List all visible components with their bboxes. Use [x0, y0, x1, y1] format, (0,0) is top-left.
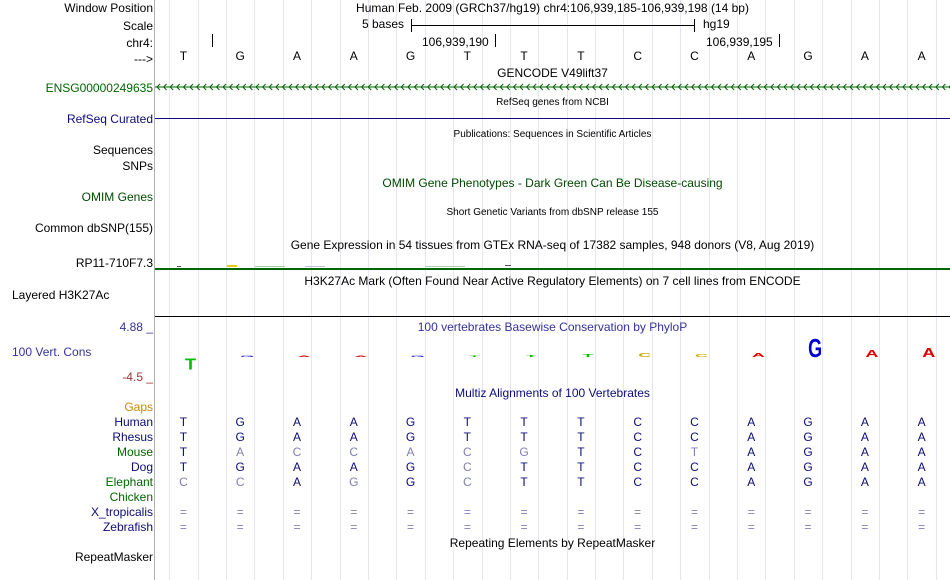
alignment-base: = — [804, 520, 812, 534]
alignment-base: T — [577, 430, 585, 444]
alignment-base: A — [406, 445, 415, 459]
ruler-tick-1 — [495, 34, 496, 47]
species-label[interactable]: Chicken — [109, 490, 153, 504]
h3k27ac-baseline — [155, 316, 950, 317]
phylop-base-glyph: G — [808, 335, 823, 363]
phylop-base-glyph: A — [354, 355, 368, 358]
alignment-base: = — [407, 520, 415, 534]
alignment-base: C — [690, 415, 699, 429]
alignment-base: G — [803, 445, 813, 459]
scale-bar-text: 5 bases — [362, 17, 405, 31]
gencode-track-title: GENCODE V49lift37 — [497, 66, 608, 80]
alignment-base: = — [577, 520, 585, 534]
gtex-track-title: Gene Expression in 54 tissues from GTEx RNA-seq of 17382 samples, 948 donors (V8, Aug 2019) — [290, 238, 815, 252]
alignment-base: = — [861, 505, 869, 519]
phylop-base-glyph: T — [582, 352, 594, 359]
alignment-base: = — [520, 505, 528, 519]
phylop-logo[interactable] — [155, 335, 950, 380]
alignment-base: G — [405, 430, 416, 444]
phylop-base-glyph: G — [410, 355, 425, 358]
track-label-gtex[interactable]: RP11-710F7.3 — [75, 256, 153, 270]
conservation-track-title: 100 vertebrates Basewise Conservation by PhyloP — [417, 320, 688, 334]
alignment-base: C — [690, 475, 699, 489]
phylop-base-glyph: T — [525, 354, 537, 358]
gencode-gene-arrows — [155, 80, 950, 94]
alignment-base: G — [235, 430, 245, 444]
alignment-base: A — [349, 430, 358, 444]
alignment-base: A — [236, 445, 245, 459]
alignment-base: A — [747, 415, 756, 429]
alignment-base: G — [235, 415, 245, 429]
ruler-tick-2 — [779, 34, 780, 47]
alignment-base: C — [633, 445, 643, 459]
alignment-base: G — [803, 460, 813, 474]
alignment-base: T — [690, 445, 699, 459]
alignment-base: A — [747, 445, 756, 459]
scale-label: Scale — [122, 19, 153, 33]
alignment-base: A — [292, 430, 301, 444]
phylop-base-glyph: T — [184, 355, 196, 374]
alignment-base: = — [293, 520, 301, 534]
sequence-base: C — [633, 49, 643, 63]
species-label[interactable]: Mouse — [116, 445, 153, 459]
alignment-base: = — [577, 505, 585, 519]
phylop-base-glyph: A — [297, 355, 311, 358]
alignment-base: = — [463, 505, 471, 519]
alignment-base: = — [350, 505, 358, 519]
sequence-base: T — [463, 49, 471, 63]
alignment-base: T — [463, 415, 471, 429]
alignment-base: A — [860, 445, 869, 459]
species-label[interactable]: Zebrafish — [102, 520, 153, 534]
alignment-base: A — [860, 460, 869, 474]
alignment-base: = — [804, 505, 812, 519]
alignment-base: C — [462, 445, 472, 459]
alignment-base: G — [349, 475, 359, 489]
sequence-base: A — [747, 49, 756, 63]
cons-max-label: 4.88 _ — [119, 320, 153, 334]
alignment-base: T — [179, 430, 188, 444]
species-label[interactable]: Elephant — [105, 475, 153, 489]
alignment-base: G — [803, 475, 813, 489]
alignment-base: A — [860, 430, 869, 444]
alignment-base: G — [405, 460, 416, 474]
alignment-base: = — [179, 505, 187, 519]
alignment-base: T — [179, 460, 188, 474]
ruler-position-2: 106,939,195 — [706, 35, 773, 49]
base-sequence-row — [155, 49, 950, 64]
alignment-row — [155, 460, 950, 475]
track-label-refseq[interactable]: RefSeq Curated — [66, 112, 153, 126]
alignment-base: G — [405, 475, 416, 489]
publications-track-title: Publications: Sequences in Scientific Articles — [453, 129, 652, 140]
alignment-row — [155, 445, 950, 460]
track-label-omim[interactable]: OMIM Genes — [81, 190, 153, 204]
alignment-base: A — [917, 475, 926, 489]
track-content[interactable] — [155, 0, 950, 580]
track-label-repeatmasker[interactable]: RepeatMasker — [74, 550, 153, 564]
sequence-base: G — [235, 49, 245, 63]
ruler-tick-start — [212, 34, 213, 47]
alignment-base: T — [520, 430, 528, 444]
alignment-base: G — [405, 415, 416, 429]
sequence-base: T — [179, 49, 188, 63]
scale-bar-right-tick — [694, 19, 695, 32]
assembly-name: hg19 — [703, 17, 730, 31]
alignment-base: C — [235, 475, 245, 489]
species-label[interactable]: Human — [114, 415, 153, 429]
alignment-base: A — [747, 460, 756, 474]
alignment-base: A — [917, 460, 926, 474]
alignment-base: C — [292, 445, 302, 459]
sequence-base: G — [405, 49, 416, 63]
strand-arrow-label: ---> — [134, 52, 153, 66]
cons-min-label: -4.5 _ — [122, 370, 153, 384]
alignment-base: C — [633, 430, 643, 444]
alignment-base: A — [292, 460, 301, 474]
alignment-row — [155, 415, 950, 430]
alignment-base: C — [690, 430, 699, 444]
alignment-base: T — [463, 430, 471, 444]
phylop-base-glyph: C — [695, 353, 709, 358]
browser-header-title: Human Feb. 2009 (GRCh37/hg19) chr4:106,939,185-106,939,198 (14 bp) — [356, 1, 749, 15]
alignment-base: A — [917, 415, 926, 429]
alignment-base: A — [349, 415, 358, 429]
alignment-base: T — [520, 415, 528, 429]
alignment-base: = — [861, 520, 869, 534]
alignment-base: A — [349, 460, 358, 474]
sequence-base: A — [917, 49, 926, 63]
alignment-base: C — [349, 445, 359, 459]
species-label[interactable]: X_tropicalis — [90, 505, 153, 519]
alignment-base: = — [463, 520, 471, 534]
phylop-base-glyph: G — [240, 355, 255, 358]
track-label-gencode[interactable]: ENSG00000249635 — [45, 81, 153, 95]
alignment-base: C — [633, 415, 643, 429]
species-label[interactable]: Rhesus — [112, 430, 153, 444]
alignment-base: T — [520, 460, 528, 474]
alignment-base: C — [690, 460, 699, 474]
phylop-base-glyph: A — [751, 352, 765, 359]
alignment-base: T — [577, 460, 585, 474]
dbsnp-track-title: Short Genetic Variants from dbSNP release 155 — [446, 207, 659, 218]
alignment-base: G — [803, 430, 813, 444]
track-label-gaps[interactable]: Gaps — [124, 400, 153, 414]
scale-bar-left-tick — [411, 19, 412, 32]
gencode-gene-feature[interactable] — [155, 80, 950, 94]
alignment-base: = — [520, 520, 528, 534]
phylop-base-glyph: A — [922, 346, 936, 361]
alignment-base: = — [918, 520, 926, 534]
alignment-base: = — [690, 505, 698, 519]
phylop-base-glyph: T — [468, 355, 480, 358]
alignment-base: A — [917, 430, 926, 444]
track-label-snps[interactable]: SNPs — [122, 159, 153, 173]
alignment-base: A — [860, 415, 869, 429]
alignment-base: T — [577, 415, 585, 429]
sequence-base: C — [690, 49, 699, 63]
track-label-column — [0, 0, 155, 580]
alignment-base: = — [179, 520, 187, 534]
alignment-base: A — [747, 430, 756, 444]
alignment-row — [155, 490, 950, 505]
alignment-row — [155, 430, 950, 445]
alignment-base: A — [292, 475, 301, 489]
ruler-position-1: 106,939,190 — [422, 35, 489, 49]
alignment-base: = — [407, 505, 415, 519]
alignment-row — [155, 475, 950, 490]
alignment-base: A — [747, 475, 756, 489]
alignment-base: A — [860, 475, 869, 489]
alignment-base: T — [179, 415, 188, 429]
refseq-track-title: RefSeq genes from NCBI — [496, 97, 609, 108]
alignment-base: = — [350, 520, 358, 534]
alignment-base: C — [462, 475, 472, 489]
alignment-base: = — [747, 505, 755, 519]
alignment-base: T — [577, 475, 585, 489]
alignment-base: G — [803, 415, 813, 429]
sequence-base: T — [577, 49, 585, 63]
alignment-base: = — [690, 520, 698, 534]
alignment-base: = — [236, 505, 244, 519]
scale-bar-line — [411, 25, 694, 26]
gtex-expression-bars[interactable] — [155, 255, 950, 275]
h3k27ac-track-title: H3K27Ac Mark (Often Found Near Active Regulatory Elements) on 7 cell lines from ENCODE — [304, 274, 801, 288]
sequence-base: A — [860, 49, 869, 63]
alignment-row — [155, 505, 950, 520]
chrom-label: chr4: — [126, 36, 153, 50]
species-label[interactable]: Dog — [130, 460, 153, 474]
track-label-dbsnp[interactable]: Common dbSNP(155) — [34, 221, 153, 235]
alignment-base: = — [634, 520, 642, 534]
alignment-base: G — [519, 445, 529, 459]
alignment-base: T — [179, 445, 188, 459]
refseq-gene-line[interactable] — [155, 118, 950, 119]
alignment-row — [155, 520, 950, 535]
alignment-base: = — [293, 505, 301, 519]
track-label-sequences[interactable]: Sequences — [92, 143, 153, 157]
alignment-base: T — [577, 445, 585, 459]
repeatmasker-track-title: Repeating Elements by RepeatMasker — [449, 536, 656, 550]
alignment-base: C — [179, 475, 188, 489]
multiz-track-title: Multiz Alignments of 100 Vertebrates — [455, 386, 650, 400]
alignment-base: = — [747, 520, 755, 534]
sequence-base: G — [803, 49, 813, 63]
alignment-base: C — [633, 475, 643, 489]
track-label-h3k27ac[interactable]: Layered H3K27Ac — [12, 288, 110, 302]
alignment-base: A — [292, 415, 301, 429]
alignment-base: = — [634, 505, 642, 519]
track-label-conservation[interactable]: 100 Vert. Cons — [12, 345, 92, 359]
sequence-base: A — [292, 49, 301, 63]
phylop-base-glyph: A — [865, 348, 879, 360]
window-position-label: Window Position — [64, 1, 153, 15]
phylop-base-glyph: C — [638, 352, 652, 359]
alignment-base: C — [633, 460, 643, 474]
alignment-base: C — [462, 460, 472, 474]
alignment-base: = — [918, 505, 926, 519]
sequence-base: T — [520, 49, 528, 63]
alignment-base: G — [235, 460, 245, 474]
sequence-base: A — [349, 49, 358, 63]
alignment-base: = — [236, 520, 244, 534]
omim-track-title: OMIM Gene Phenotypes - Dark Green Can Be Disease-causing — [382, 176, 723, 190]
alignment-base: T — [520, 475, 528, 489]
alignment-base: A — [917, 445, 926, 459]
